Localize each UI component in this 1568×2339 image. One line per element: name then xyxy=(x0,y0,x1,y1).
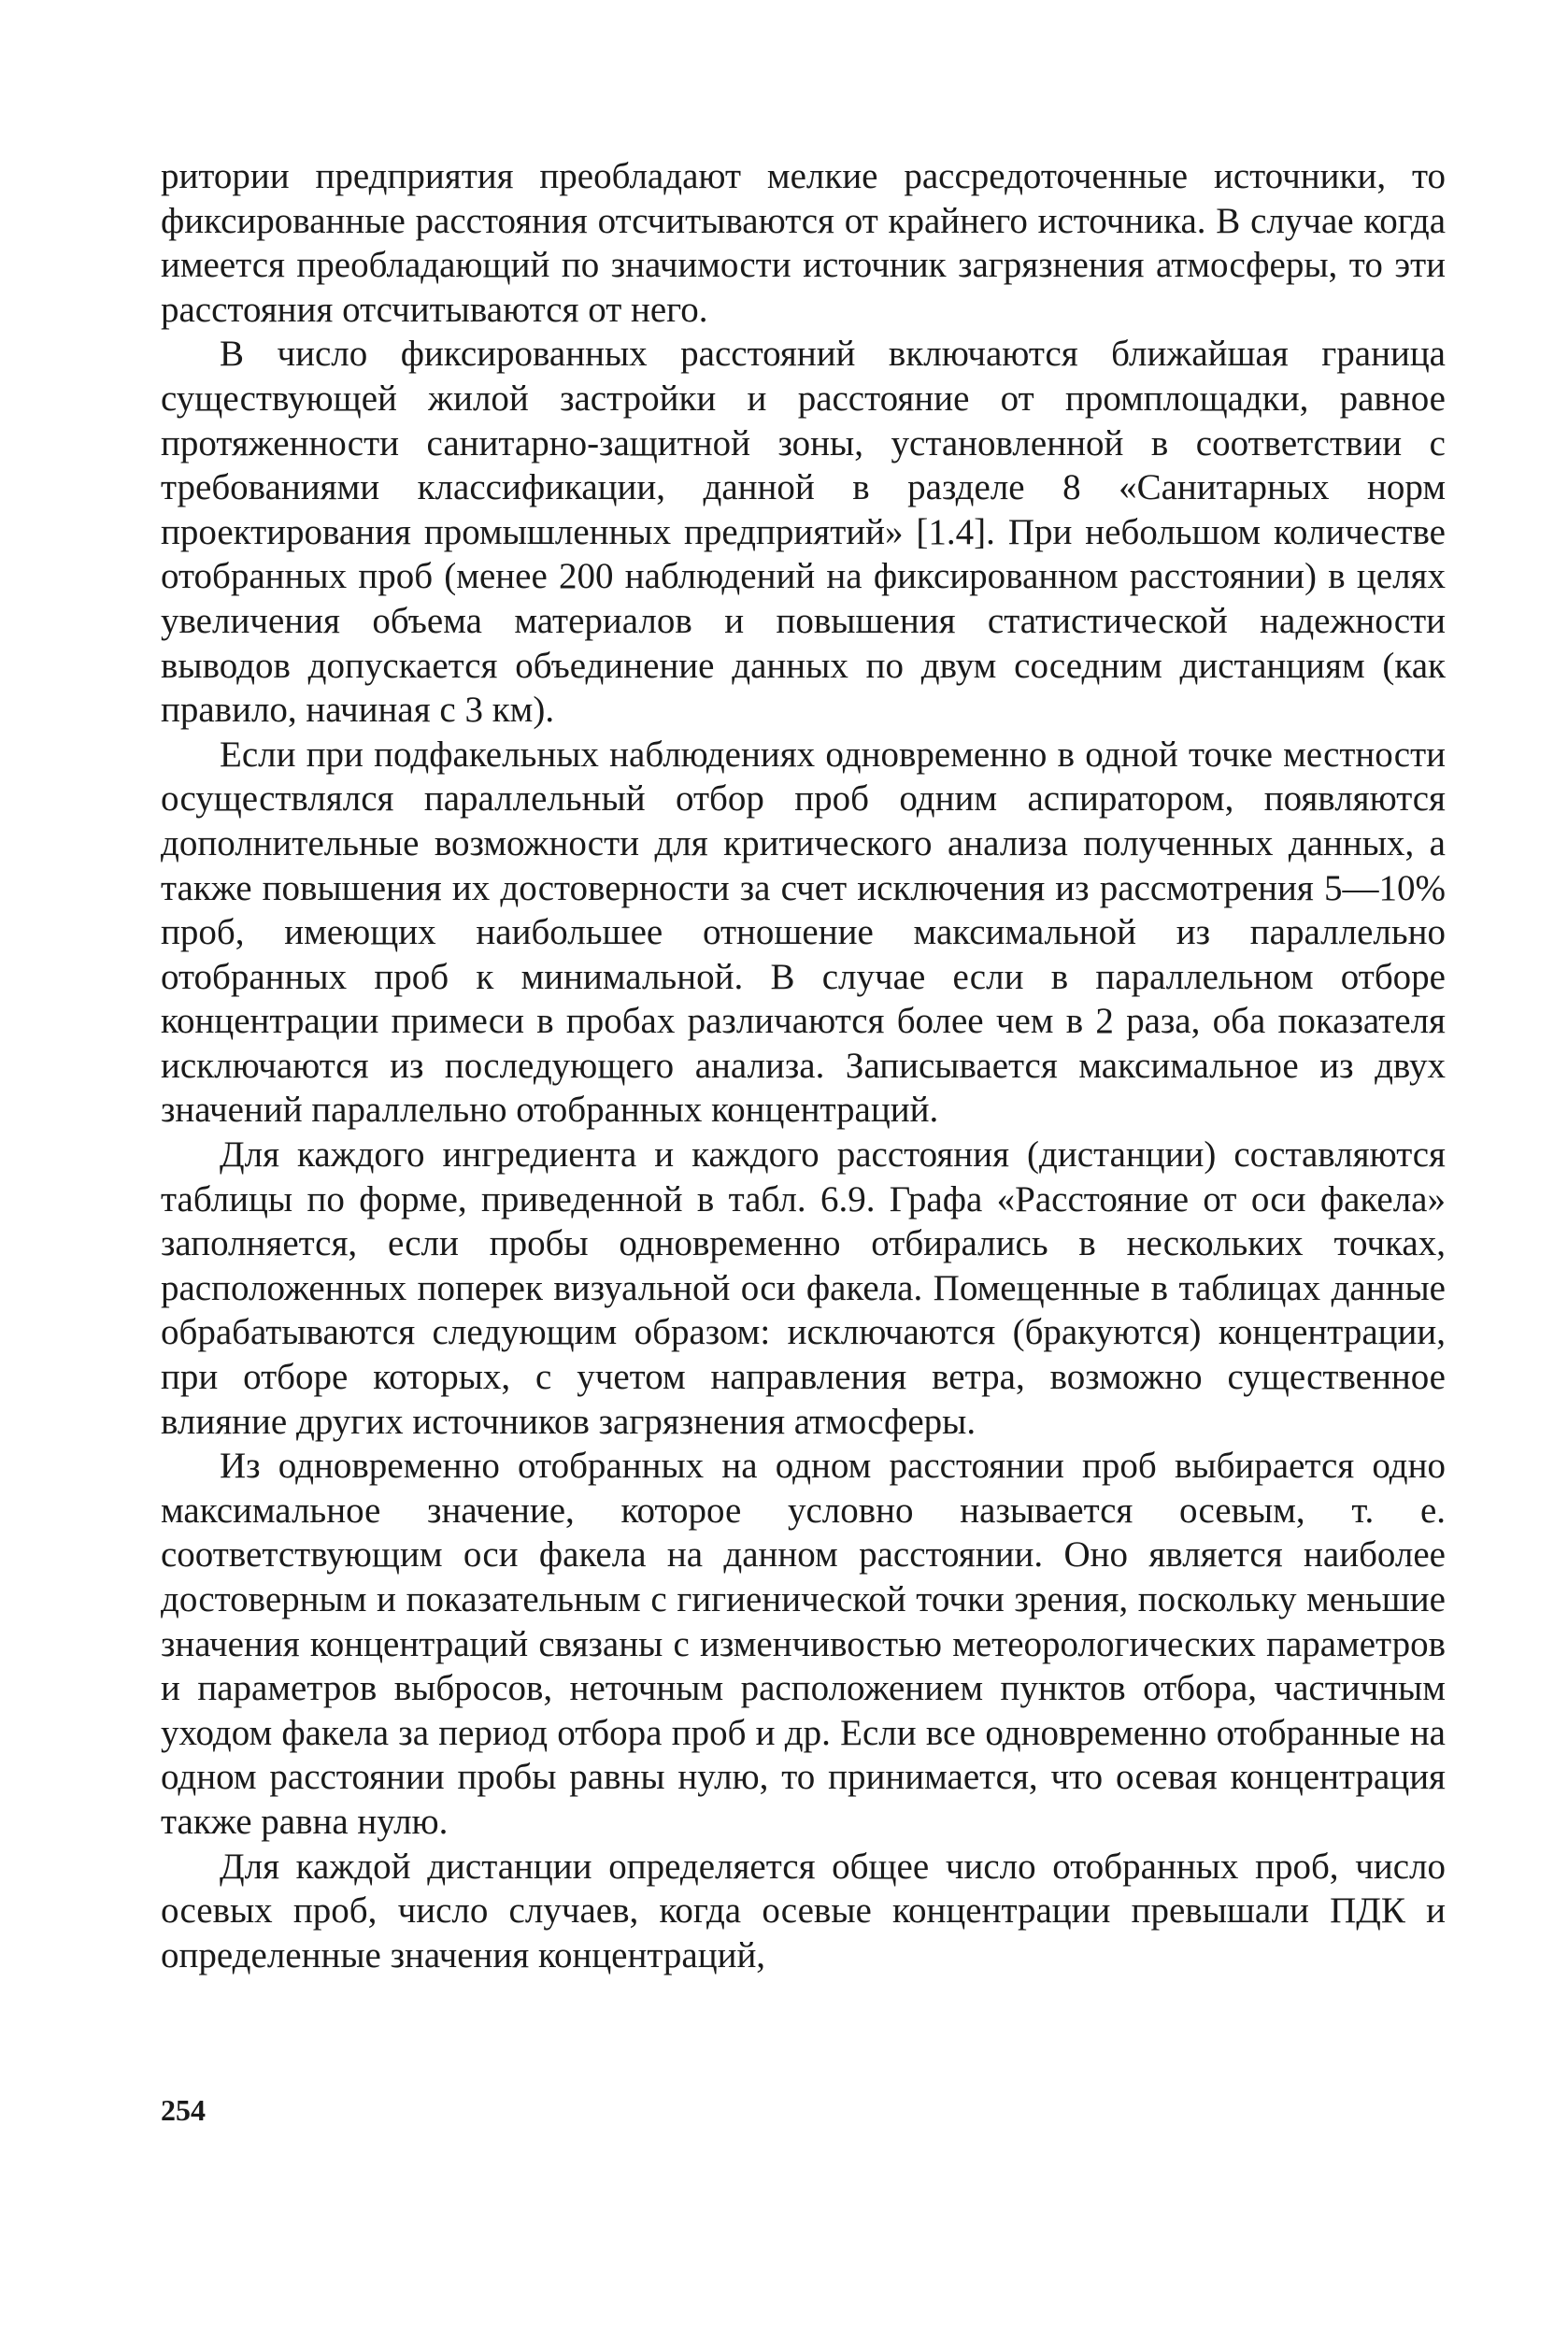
paragraph-distance-stats: Для каждой дистанции определяется общее число отобранных проб, число осевых проб, число случаев, когда осевые концентрации превышали ПДК и определенные значения концентраций, xyxy=(161,1846,1446,1975)
paragraph-parallel-sampling: Если при подфакельных наблюдениях одновременно в одной точке местности осуществлялся параллельный отбор проб одним аспиратором, появляются дополнительные возможности для критического анализа полученных данных, а также повышения их достоверности за счет исключения из рассмотрения 5—10% проб, имеющих наибольшее отношение максимальной из параллельно отобранных проб к минимальной. В случае если в параллельном отборе концентрации примеси в пробах различаются более чем в 2 раза, оба показателя исключаются из последующего анализа. Записывается максимальное из двух значений параллельно отобранных концентраций. xyxy=(161,734,1446,1131)
paragraph-axial-value: Из одновременно отобранных на одном расстоянии проб выбирается одно максимальное значение, которое условно называется осевым, т. е. соответствующим оси факела на данном расстоянии. Оно является наиболее достоверным и показательным с гигиенической точки зрения, поскольку меньшие значения концентраций связаны с изменчивостью метеорологических параметров и параметров выбросов, неточным расположением пунктов отбора, частичным уходом факела за период отбора проб и др. Если все одновременно отобранные на одном расстоянии пробы равны нулю, то принимается, что осевая концентрация также равна нулю. xyxy=(161,1446,1446,1842)
page-number: 254 xyxy=(161,2093,206,2127)
paragraph-fixed-distances: В число фиксированных расстояний включаются ближайшая граница существующей жилой застройки и расстояние от промплощадки, равное протяженности санитарно-защитной зоны, установленной в соответствии с требованиями классификации, данной в разделе 8 «Санитарных норм проектирования промышленных предприятий» [1.4]. При небольшом количестве отобранных проб (менее 200 наблюдений на фиксированном расстоянии) в целях увеличения объема материалов и повышения статистической надежности выводов допускается объединение данных по двум соседним дистанциям (как правило, начиная с 3 км). xyxy=(161,334,1446,731)
page-text xyxy=(161,154,1446,1977)
paragraph-continuation: ритории предприятия преобладают мелкие рассредоточенные источники, то фиксированные расстояния отсчитываются от крайнего источника. В случае когда имеется преобладающий по значимости источник загрязнения атмосферы, то эти расстояния отсчитываются от него. xyxy=(161,156,1446,330)
paragraph-tables: Для каждого ингредиента и каждого расстояния (дистанции) составляются таблицы по форме, приведенной в табл. 6.9. Графа «Расстояние от оси факела» заполняется, если пробы одновременно отбирались в нескольких точках, расположенных поперек визуальной оси факела. Помещенные в таблицах данные обрабатываются следующим образом: исключаются (бракуются) концентрации, при отборе которых, с учетом направления ветра, возможно существенное влияние других источников загрязнения атмосферы. xyxy=(161,1134,1446,1442)
